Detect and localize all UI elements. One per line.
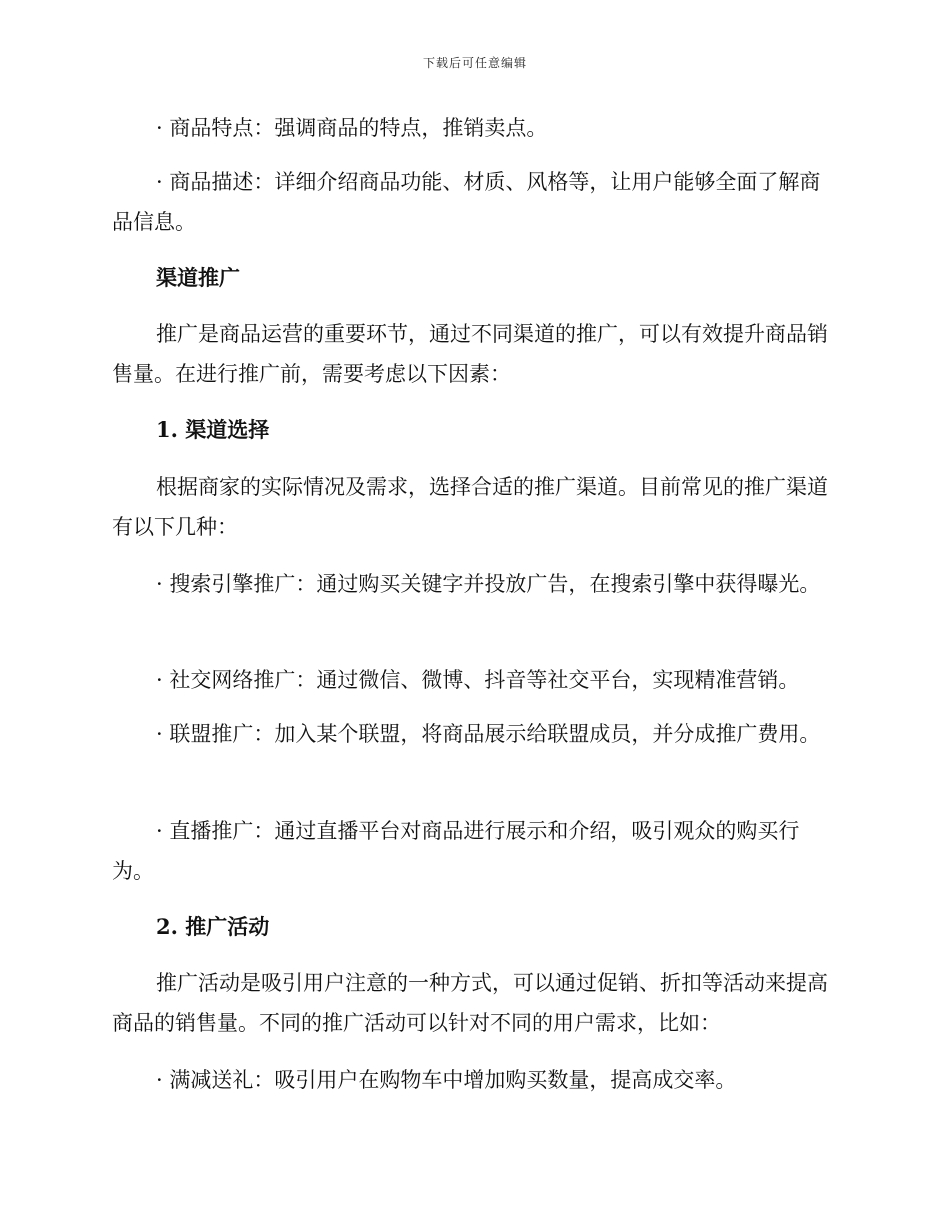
bullet-affiliate: · 联盟推广：加入某个联盟，将商品展示给联盟成员，并分成推广费用。 [156,722,821,746]
heading-promotion-activity: 2. 推广活动 [156,914,270,939]
paragraph-promotion-activity: 推广活动是吸引用户注意的一种方式，可以通过促销、折扣等活动来提高商品的销售量。不同的推广活动可以针对不同的用户需求，比如： [112,971,828,1035]
paragraph-channel-selection: 根据商家的实际情况及需求，选择合适的推广渠道。目前常见的推广渠道有以下几种： [112,475,828,539]
paragraph-promotion-intro: 推广是商品运营的重要环节，通过不同渠道的推广，可以有效提升商品销售量。在进行推广前，需要考虑以下因素： [112,322,828,386]
heading-channel-promotion: 渠道推广 [156,265,240,290]
bullet-social-network: · 社交网络推广：通过微信、微博、抖音等社交平台，实现精准营销。 [156,668,800,692]
bullet-product-description: · 商品描述：详细介绍商品功能、材质、风格等，让用户能够全面了解商品信息。 [112,170,821,234]
page-header-note: 下载后可任意编辑 [422,56,527,70]
bullet-live-stream: · 直播推广：通过直播平台对商品进行展示和介绍，吸引观众的购买行为。 [112,819,800,883]
heading-channel-selection: 1. 渠道选择 [156,417,270,442]
bullet-search-engine: · 搜索引擎推广：通过购买关键字并投放广告，在搜索引擎中获得曝光。 [156,572,821,596]
bullet-product-features: · 商品特点：强调商品的特点，推销卖点。 [156,116,548,140]
bullet-discount-gifts: · 满减送礼：吸引用户在购物车中增加购买数量，提高成交率。 [156,1068,737,1092]
